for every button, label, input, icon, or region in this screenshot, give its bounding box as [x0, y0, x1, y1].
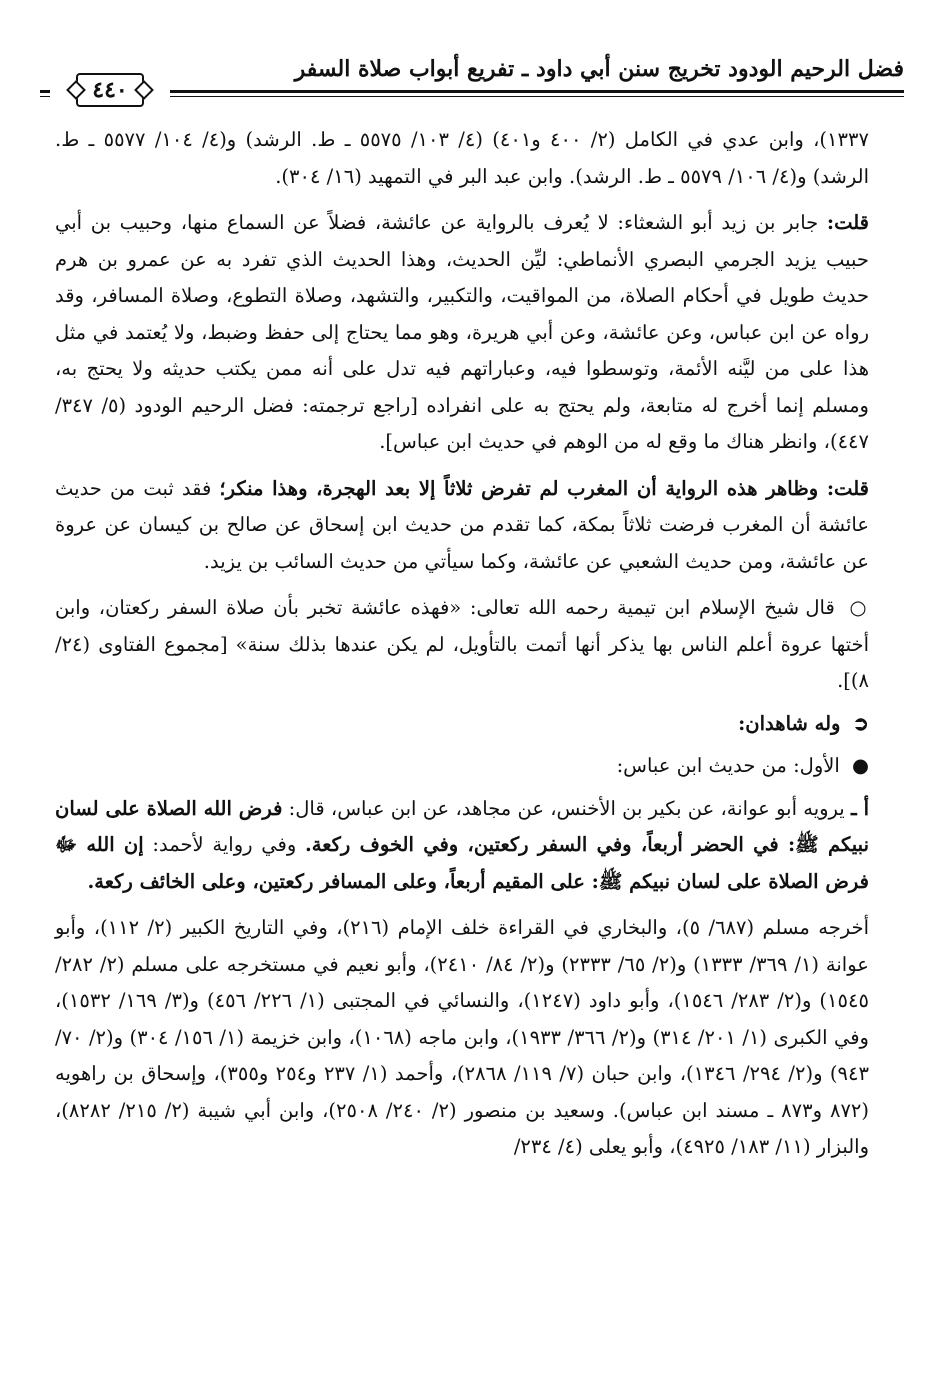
page-body	[55, 122, 869, 1172]
paragraph-7-a: يرويه أبو عوانة، عن بكير بن الأخنس، عن مجاهد، عن ابن عباس، قال:	[288, 796, 845, 820]
paragraph-8: أخرجه مسلم (٦٨٧/ ٥)، والبخاري في القراءة خلف الإمام (٢١٦)، وفي التاريخ الكبير (٢/ ١١٢)، وأبو عوانة (١/ ٣٦٩/ ١٣٣٣) و(٢/ ٦٥/ ٢٣٣٣) و(٢/ ٨٤/ ٢٤١٠)، وأبو نعيم في مستخرجه على مسلم (٢/ ٢٨٢/ ١٥٤٥) و(٢/ ٢٨٣/ ١٥٤٦)، وأبو داود (١٢٤٧)، والنسائي في المجتبى (١/ ٢٢٦/ ٤٥٦) و(٣/ ١٦٩/ ١٥٣٢)، وفي الكبرى (١/ ٢٠١/ ٣١٤) و(٢/ ٣٦٦/ ١٩٣٣)، وابن ماجه (١٠٦٨)، وابن خزيمة (١/ ١٥٦/ ٣٠٤) و(٢/ ٧٠/ ٩٤٣) و(٢/ ٢٩٤/ ١٣٤٦)، وابن حبان (٧/ ١١٩/ ٢٨٦٨)، وأحمد (١/ ٢٣٧ و٢٥٤ و٣٥٥)، وإسحاق بن راهويه (٨٧٢ و٨٧٣ ـ مسند ابن عباس). وسعيد بن منصور (٢/ ٢٤٠/ ٢٥٠٨)، وابن أبي شيبة (٢/ ٢١٥/ ٨٢٨٢)، والبزار (١١/ ١٨٣/ ٤٩٢٥)، وأبو يعلى (٤/ ٢٣٤/	[55, 916, 869, 1158]
page-header	[40, 52, 904, 112]
paragraph-5	[55, 706, 869, 743]
paragraph-7	[55, 791, 869, 901]
page-number-badge	[50, 72, 170, 108]
paragraph-3-lead: قلت: وظاهر هذه الرواية أن المغرب لم تفرض ثلاثاً إلا بعد الهجرة، وهذا منكر؛	[219, 476, 869, 500]
paragraph-7-c: وفي رواية لأحمد:	[152, 833, 297, 856]
paragraph-6	[55, 748, 869, 785]
paragraph-7-lead: أ ـ	[851, 796, 869, 820]
header-rule	[118, 90, 904, 97]
paragraph-5-text: وله شاهدان:	[738, 711, 841, 735]
arrow-bullet-icon: ➲	[852, 711, 869, 735]
paragraph-3-text: فقد ثبت من حديث عائشة أن المغرب فرضت ثلاثاً بمكة، كما تقدم من حديث ابن إسحاق عن صالح بن كيسان عن عروة عن عائشة، ومن حديث الشعبي عن عائشة، وكما سيأتي من حديث السائب بن يزيد.	[55, 476, 869, 573]
paragraph-4	[55, 590, 869, 700]
paragraph-6-text: الأول: من حديث ابن عباس:	[616, 754, 840, 777]
paragraph-2-text: جابر بن زيد أبو الشعثاء: لا يُعرف بالرواية عن عائشة، فضلاً عن السماع منها، وحبيب بن أبي حبيب يزيد الجرمي البصري الأنماطي: ليِّن الحديث، وهذا الحديث الذي تفرد به عن عمرو بن هرم حديث طويل في أحكام الصلاة، من المواقيت، والتكبير، والتشهد، وصلاة التطوع، وصلاة المسافر، وقد رواه عن ابن عباس، وعن عائشة، وعن أبي هريرة، وهو مما يحتاج إلى حفظ وضبط، ولا يُعتمد في مثل هذا على من ليَّنه الأئمة، وتوسطوا فيه، وعباراتهم فيه تدل على أنه ممن يكتب حديثه ولا يحتج به، ومسلم إنما أخرج له متابعة، ولم يحتج به على انفراده [راجع ترجمته: فضل الرحيم الودود (٥/ ٣٤٧/ ٤٤٧)، وانظر هناك ما وقع له من الوهم في حديث ابن عباس].	[55, 211, 869, 453]
paragraph-4-text: قال شيخ الإسلام ابن تيمية رحمه الله تعالى: «فهذه عائشة تخبر بأن صلاة السفر ركعتان، وابن أختها عروة أعلم الناس بها يذكر أنها أتمت بالتأويل، لم يكن عندها بذلك سنة» [مجموع الفتاوى (٢٤/ ٨)].	[55, 596, 869, 692]
dot-bullet-icon: ●	[851, 754, 869, 777]
circle-bullet-icon: ○	[849, 596, 870, 619]
paragraph-7-b: فرض الله الصلاة على لسان نبيكم ﷺ: في الحضر أربعاً، وفي السفر ركعتين، وفي الخوف ركعة.	[55, 796, 869, 856]
running-title: فضل الرحيم الودود تخريج سنن أبي داود ـ تفريع أبواب صلاة السفر	[294, 56, 904, 82]
paragraph-2-lead: قلت:	[826, 211, 869, 234]
paragraph-2	[55, 205, 869, 461]
paragraph-1: ١٣٣٧)، وابن عدي في الكامل (٢/ ٤٠٠ و٤٠١) (٤/ ١٠٣/ ٥٥٧٥ ـ ط. الرشد) و(٤/ ١٠٤/ ٥٥٧٧ ـ ط. الرشد) و(٤/ ١٠٦/ ٥٥٧٩ ـ ط. الرشد). وابن عبد البر في التمهيد (١٦/ ٣٠٤).	[55, 128, 869, 188]
page-number: ٤٤٠	[76, 73, 143, 107]
paragraph-3	[55, 471, 869, 581]
paragraph-7-d: إن الله ﷻ فرض الصلاة على لسان نبيكم ﷺ: على المقيم أربعاً، وعلى المسافر ركعتين، وعلى الخائف ركعة.	[55, 833, 869, 893]
